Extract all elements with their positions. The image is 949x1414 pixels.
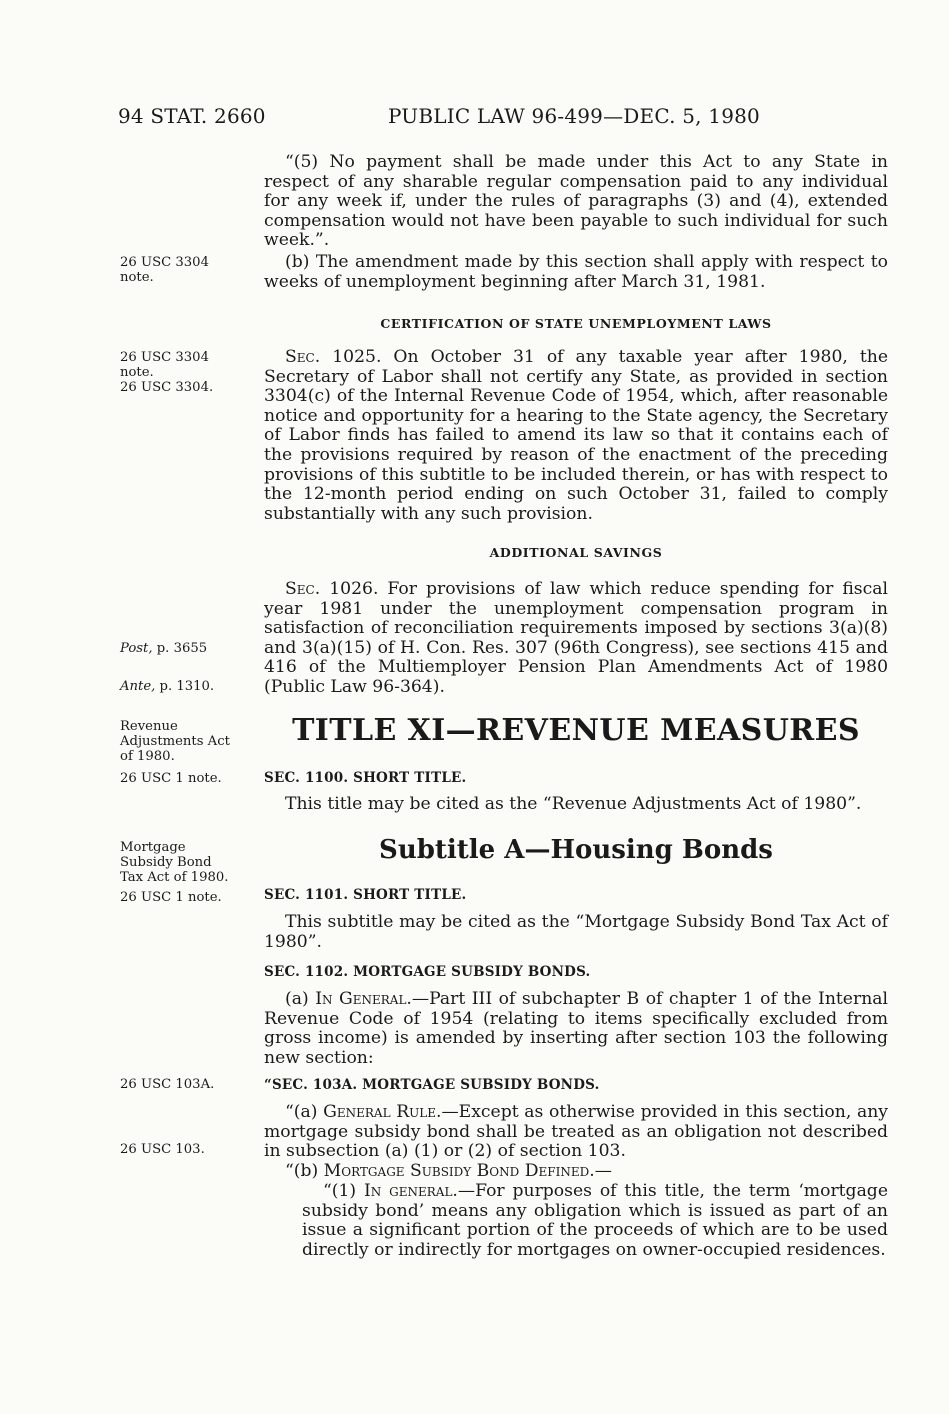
paragraph-sec-1025: Sec. 1025. On October 31 of any taxable year after 1980, the Secretary of Labor shall not certify any State, as provided in section 3304(c) of the Internal Revenue Code of 1954, which, after reasonable notice and opportunity for a hearing to the State agency, the Secretary of Labor finds has failed to amend its law so that it contains each of the provisions required by reason of the enactment of the preceding provisions of this subtitle to be included therein, or has with respect to the 12-month period ending on such October 31, failed to comply substantially with any such provision. bbox=[264, 347, 888, 524]
margin-note-usc-103a: 26 USC 103A. bbox=[120, 1077, 215, 1092]
paragraph-1100: This title may be cited as the “Revenue Adjustments Act of 1980”. bbox=[285, 794, 862, 814]
title-heading: TITLE XI—REVENUE MEASURES bbox=[292, 713, 860, 748]
paragraph-sec-1026: Sec. 1026. For provisions of law which reduce spending for fiscal year 1981 under the unemployment compensation program in satisfaction of reconciliation requirements imposed by sections 3(a)(8) and 3(a)(15) of H. Con. Res. 307 (96th Congress), see sections 415 and 416 of the Multiemployer Pension Plan Amendments Act of 1980 (Public Law 96-364). bbox=[264, 579, 888, 697]
margin-note-usc-3304: 26 USC 3304 note. bbox=[120, 255, 209, 285]
margin-note-ante: Ante, p. 1310. bbox=[120, 679, 215, 694]
paragraph-103a-a: “(a) General Rule.—Except as otherwise provided in this section, any mortgage subsidy bond shall be treated as an obligation not described in subsection (a) (1) or (2) of section 103. bbox=[264, 1102, 888, 1162]
page-number-header: 94 STAT. 2660 bbox=[118, 104, 266, 128]
margin-note-usc-103: 26 USC 103. bbox=[120, 1142, 205, 1157]
section-103a-heading: “SEC. 103A. MORTGAGE SUBSIDY BONDS. bbox=[264, 1077, 600, 1093]
heading-additional-savings: ADDITIONAL SAVINGS bbox=[489, 545, 663, 560]
section-1101-heading: SEC. 1101. SHORT TITLE. bbox=[264, 887, 467, 903]
subtitle-heading: Subtitle A—Housing Bonds bbox=[379, 835, 773, 865]
paragraph-103a-b: “(b) Mortgage Subsidy Bond Defined.— bbox=[285, 1161, 612, 1181]
paragraph-5: “(5) No payment shall be made under this Act to any State in respect of any sharable regular compensation paid to any individual for any week if, under the rules of paragraphs (3) and (4), extended compensation would not have been payable to such individual for such week.”. bbox=[264, 152, 888, 251]
paragraph-1101: This subtitle may be cited as the “Mortgage Subsidy Bond Tax Act of 1980”. bbox=[264, 912, 888, 952]
section-1100-heading: SEC. 1100. SHORT TITLE. bbox=[264, 770, 467, 786]
margin-note-usc-3304-b: 26 USC 3304 note. 26 USC 3304. bbox=[120, 350, 214, 395]
paragraph-b: (b) The amendment made by this section shall apply with respect to weeks of unemployment beginning after March 31, 1981. bbox=[264, 252, 888, 292]
running-header: PUBLIC LAW 96-499—DEC. 5, 1980 bbox=[388, 104, 760, 128]
paragraph-1102-a: (a) In General.—Part III of subchapter B of chapter 1 of the Internal Revenue Code of 1954 (relating to items specifically excluded from gross income) is amended by inserting after section 103 the following new section: bbox=[264, 989, 889, 1068]
margin-note-mortgage-act: Mortgage Subsidy Bond Tax Act of 1980. 26 USC 1 note. bbox=[120, 840, 229, 905]
section-1102-heading: SEC. 1102. MORTGAGE SUBSIDY BONDS. bbox=[264, 964, 591, 980]
heading-certification: CERTIFICATION OF STATE UNEMPLOYMENT LAWS bbox=[380, 316, 772, 331]
margin-note-revenue-act: Revenue Adjustments Act of 1980. 26 USC 1 note. bbox=[120, 719, 230, 786]
paragraph-103a-b-1: “(1) In general.—For purposes of this title, the term ‘mortgage subsidy bond’ means any obligation which is issued as part of an issue a significant portion of the proceeds of which are to be used directly or indirectly for mortgages on owner-occupied residences. bbox=[302, 1181, 888, 1260]
margin-note-post: Post, p. 3655 bbox=[120, 641, 208, 656]
